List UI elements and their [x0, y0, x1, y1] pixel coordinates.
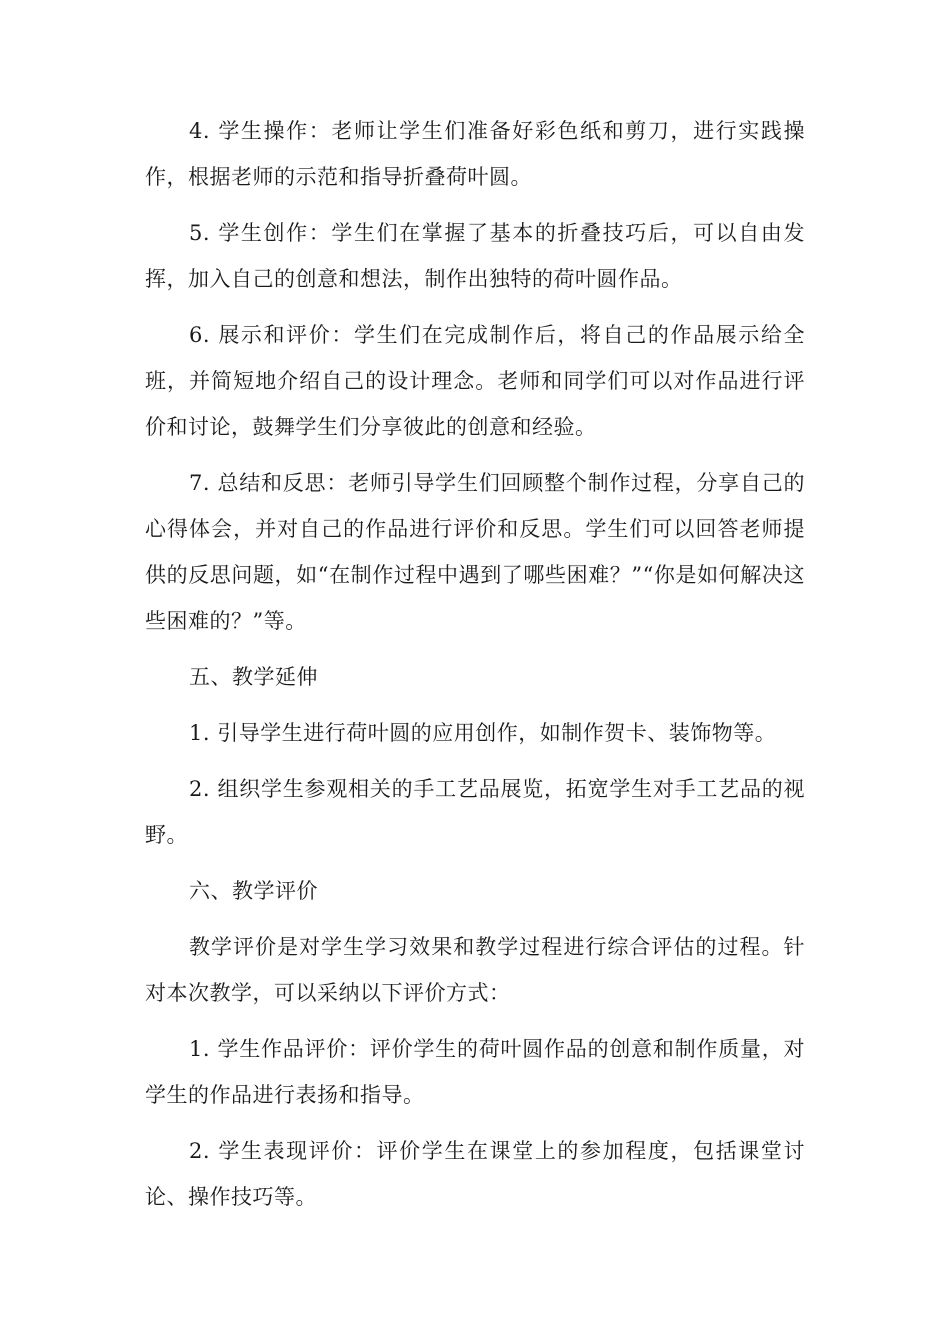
paragraph-step-5: 5. 学生创作：学生们在掌握了基本的折叠技巧后，可以自由发挥，加入自己的创意和想法，制作出独特的荷叶圆作品。: [145, 221, 805, 291]
paragraph-evaluation-2: 2. 学生表现评价：评价学生在课堂上的参加程度，包括课堂讨论、操作技巧等。: [145, 1139, 805, 1209]
section-heading-evaluation: 六、教学评价: [189, 879, 318, 903]
paragraph-step-4: 4. 学生操作：老师让学生们准备好彩色纸和剪刀，进行实践操作，根据老师的示范和指导折叠荷叶圆。: [145, 119, 805, 189]
section-heading-extension: 五、教学延伸: [189, 665, 318, 689]
paragraph-extension-1: 1. 引导学生进行荷叶圆的应用创作，如制作贺卡、装饰物等。: [189, 721, 777, 745]
paragraph-evaluation-1: 1. 学生作品评价：评价学生的荷叶圆作品的创意和制作质量，对学生的作品进行表扬和指导。: [145, 1037, 805, 1107]
paragraph-evaluation-intro: 教学评价是对学生学习效果和教学过程进行综合评估的过程。针对本次教学，可以采纳以下评价方式：: [145, 935, 805, 1005]
document-body: [145, 108, 805, 1230]
paragraph-step-7: 7. 总结和反思：老师引导学生们回顾整个制作过程，分享自己的心得体会，并对自己的作品进行评价和反思。学生们可以回答老师提供的反思问题，如“在制作过程中遇到了哪些困难？”“你是如何解决这些困难的？”等。: [145, 471, 805, 633]
paragraph-step-6: 6. 展示和评价：学生们在完成制作后，将自己的作品展示给全班，并简短地介绍自己的设计理念。老师和同学们可以对作品进行评价和讨论，鼓舞学生们分享彼此的创意和经验。: [145, 323, 805, 439]
paragraph-extension-2: 2. 组织学生参观相关的手工艺品展览，拓宽学生对手工艺品的视野。: [145, 777, 805, 847]
